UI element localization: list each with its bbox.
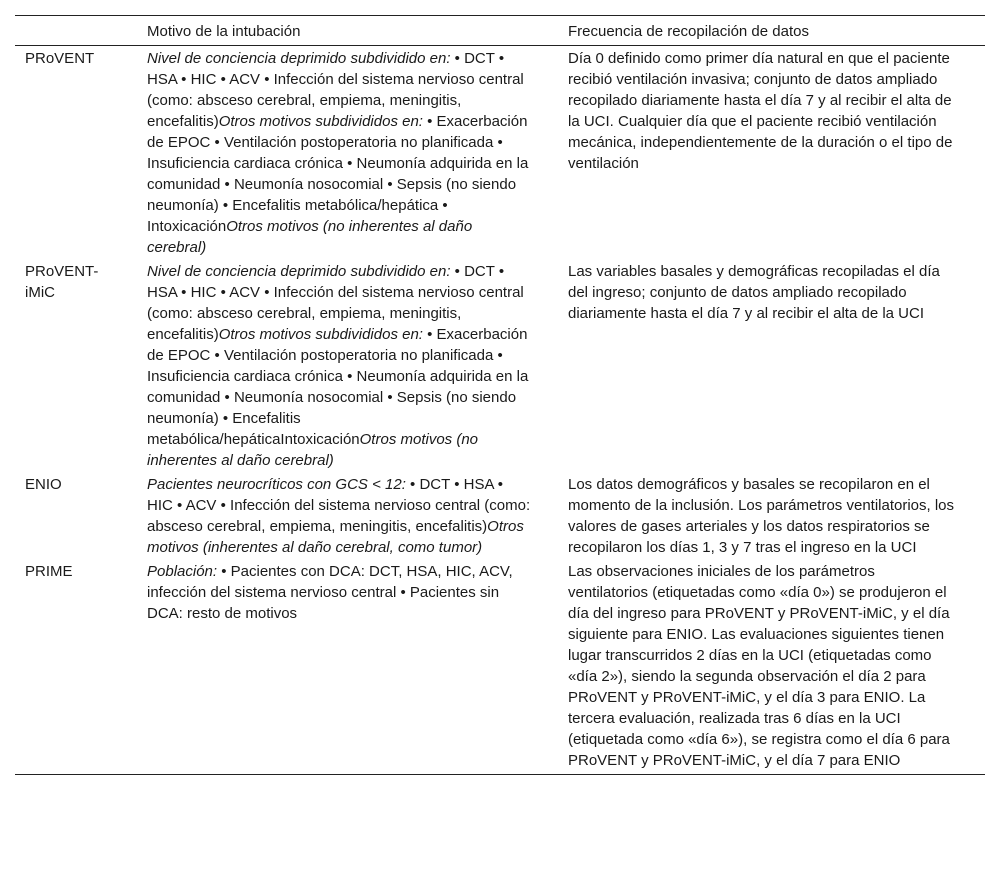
reason-segment: • DCT • HSA • HIC • ACV • Infección del sistema nervioso central (como: absceso cerebral, empiema, meningitis, encefalitis) bbox=[147, 263, 524, 343]
reason-segment: Otros motivos subdivididos en: bbox=[218, 113, 423, 130]
intubation-reason bbox=[137, 473, 552, 560]
study-name: PRIME bbox=[25, 563, 73, 580]
header-study bbox=[15, 16, 137, 46]
reason-segment: Otros motivos (no inherentes al daño cerebral) bbox=[147, 431, 479, 469]
reason-segment: Otros motivos subdivididos en: bbox=[218, 326, 423, 343]
table-row bbox=[15, 560, 985, 775]
study-name: ENIO bbox=[25, 476, 62, 493]
reason-segment: • Exacerbación de EPOC • Ventilación postoperatoria no planificada • Insuficiencia cardiaca crónica • Neumonía adquirida en la comunidad • Neumonía nosocomial • Sepsis (no siendo neumonía) • Encefalitis metabólica/hepáticaIntoxicación bbox=[147, 326, 529, 448]
reason-segment: Nivel de conciencia deprimido subdividido en: bbox=[147, 50, 451, 67]
intubation-reason bbox=[137, 560, 552, 775]
data-frequency: Los datos demográficos y basales se recopilaron en el momento de la inclusión. Los parámetros ventilatorios, los valores de gases arteriales y los datos respiratorios se recopilaron los días 1, 3 y 7 tras el ingreso en la UCI bbox=[568, 476, 955, 556]
reason-segment: Población: bbox=[147, 563, 218, 580]
data-collection-table bbox=[15, 15, 985, 775]
study-name: PRoVENT bbox=[25, 50, 95, 67]
intubation-reason bbox=[137, 46, 552, 261]
table-row bbox=[15, 473, 985, 560]
header-data-frequency: Frecuencia de recopilación de datos bbox=[568, 23, 809, 40]
reason-segment: • DCT • HSA • HIC • ACV • Infección del sistema nervioso central (como: absceso cerebral, empiema, meningitis, encefalitis) bbox=[147, 476, 531, 535]
header-intubation-reason: Motivo de la intubación bbox=[147, 23, 301, 40]
intubation-reason bbox=[137, 260, 552, 473]
reason-segment: Pacientes neurocríticos con GCS < 12: bbox=[147, 476, 406, 493]
study-name: PRoVENT-iMiC bbox=[25, 263, 99, 301]
reason-segment: • Exacerbación de EPOC • Ventilación postoperatoria no planificada • Insuficiencia cardiaca crónica • Neumonía adquirida en la comunidad • Neumonía nosocomial • Sepsis (no siendo neumonía) • Encefalitis metabólica/hepática • Intoxicación bbox=[147, 113, 529, 235]
reason-segment: Otros motivos (inherentes al daño cerebral, como tumor) bbox=[147, 518, 524, 556]
table-header-row bbox=[15, 16, 985, 46]
reason-segment: • DCT • HSA • HIC • ACV • Infección del sistema nervioso central (como: absceso cerebral, empiema, meningitis, encefalitis) bbox=[147, 50, 524, 130]
data-frequency: Las observaciones iniciales de los parámetros ventilatorios (etiquetadas como «día 0») se produjeron el día del ingreso para PRoVENT y PRoVENT-iMiC, y el día siguiente para ENIO. Las evaluaciones siguientes tienen lugar transcurridos 2 días en la UCI (etiquetadas como «día 2»), siendo la segunda observación el día 2 para PRoVENT y PRoVENT-iMiC, y el día 3 para ENIO. La tercera evaluación, realizada tras 6 días en la UCI (etiquetada como «día 6»), se registra como el día 6 para PRoVENT y PRoVENT-iMiC, y el día 7 para ENIO bbox=[568, 563, 950, 769]
data-frequency: Día 0 definido como primer día natural en que el paciente recibió ventilación invasiva; conjunto de datos ampliado recopilado diariamente hasta el día 7 y al recibir el alta de la UCI. Cualquier día que el paciente recibió ventilación mecánica, independientemente de la duración o el tipo de ventilación bbox=[568, 50, 953, 172]
table-row bbox=[15, 46, 985, 261]
data-frequency: Las variables basales y demográficas recopiladas el día del ingreso; conjunto de datos ampliado recopilado diariamente hasta el día 7 y al recibir el alta de la UCI bbox=[568, 263, 940, 322]
reason-segment: Nivel de conciencia deprimido subdividido en: bbox=[147, 263, 451, 280]
reason-segment: • Pacientes con DCA: DCT, HSA, HIC, ACV, infección del sistema nervioso central • Pacientes sin DCA: resto de motivos bbox=[147, 563, 513, 622]
reason-segment: Otros motivos (no inherentes al daño cerebral) bbox=[147, 218, 473, 256]
table-row bbox=[15, 260, 985, 473]
